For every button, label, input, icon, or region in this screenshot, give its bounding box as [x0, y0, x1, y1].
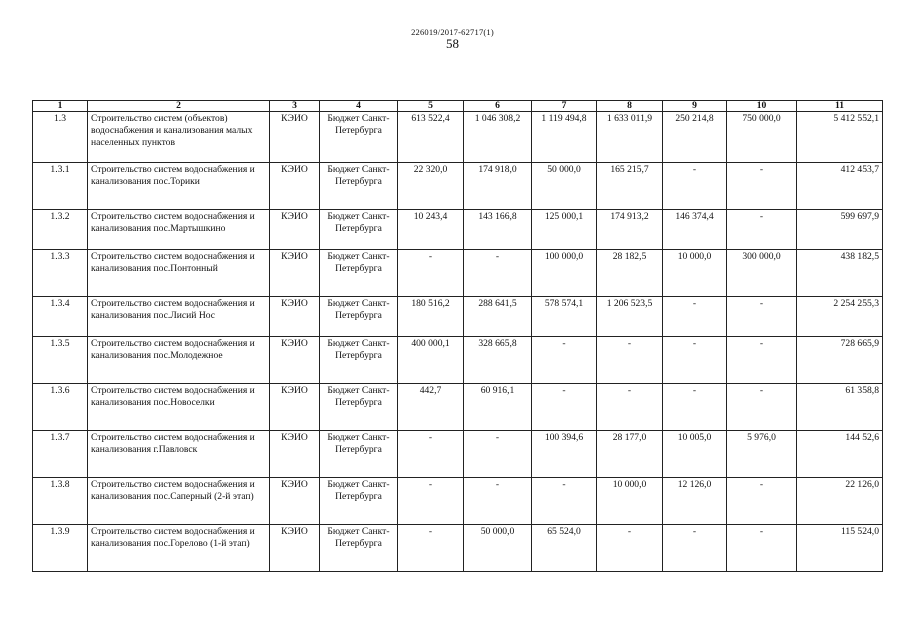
value-cell: 442,7: [398, 384, 464, 431]
table-row: [33, 112, 883, 163]
row-number: 1.3.5: [33, 337, 88, 384]
row-number: 1.3.9: [33, 525, 88, 572]
row-number: 1.3.2: [33, 210, 88, 250]
executor-cell: КЭИО: [270, 431, 320, 478]
value-cell: 65 524,0: [532, 525, 597, 572]
value-cell: 60 916,1: [464, 384, 532, 431]
funding-source: Бюджет Санкт-Петербурга: [320, 163, 398, 210]
value-cell: 146 374,4: [663, 210, 727, 250]
total-cell: 438 182,5: [797, 250, 883, 297]
value-cell: -: [727, 210, 797, 250]
row-number: 1.3: [33, 112, 88, 163]
total-cell: 144 52,6: [797, 431, 883, 478]
funding-source: Бюджет Санкт-Петербурга: [320, 297, 398, 337]
value-cell: -: [597, 337, 663, 384]
funding-source: Бюджет Санкт-Петербурга: [320, 112, 398, 163]
value-cell: 22 320,0: [398, 163, 464, 210]
item-name: Строительство систем водоснабжения и канализования пос.Понтонный: [88, 250, 270, 297]
total-cell: 412 453,7: [797, 163, 883, 210]
value-cell: -: [727, 525, 797, 572]
column-header: 8: [597, 101, 663, 112]
value-cell: -: [532, 478, 597, 525]
table-row: [33, 384, 883, 431]
value-cell: -: [532, 337, 597, 384]
row-number: 1.3.1: [33, 163, 88, 210]
page-number: 58: [446, 36, 459, 51]
executor-cell: КЭИО: [270, 210, 320, 250]
total-cell: 599 697,9: [797, 210, 883, 250]
value-cell: 125 000,1: [532, 210, 597, 250]
row-number: 1.3.7: [33, 431, 88, 478]
document-code: 226019/2017-62717(1): [411, 27, 494, 37]
value-cell: -: [597, 384, 663, 431]
item-name: Строительство систем водоснабжения и канализования пос.Саперный (2-й этап): [88, 478, 270, 525]
funding-source: Бюджет Санкт-Петербурга: [320, 210, 398, 250]
value-cell: 143 166,8: [464, 210, 532, 250]
value-cell: 100 000,0: [532, 250, 597, 297]
column-header: 1: [33, 101, 88, 112]
budget-table: [32, 100, 883, 572]
table-row: [33, 210, 883, 250]
executor-cell: КЭИО: [270, 163, 320, 210]
table-row: [33, 337, 883, 384]
executor-cell: КЭИО: [270, 478, 320, 525]
total-cell: 5 412 552,1: [797, 112, 883, 163]
row-number: 1.3.6: [33, 384, 88, 431]
value-cell: 613 522,4: [398, 112, 464, 163]
executor-cell: КЭИО: [270, 337, 320, 384]
value-cell: -: [464, 250, 532, 297]
funding-source: Бюджет Санкт-Петербурга: [320, 250, 398, 297]
value-cell: 300 000,0: [727, 250, 797, 297]
funding-source: Бюджет Санкт-Петербурга: [320, 384, 398, 431]
value-cell: -: [663, 384, 727, 431]
value-cell: 28 182,5: [597, 250, 663, 297]
value-cell: -: [532, 384, 597, 431]
executor-cell: КЭИО: [270, 525, 320, 572]
table-row: [33, 525, 883, 572]
column-header: 3: [270, 101, 320, 112]
table-row: [33, 163, 883, 210]
value-cell: -: [398, 525, 464, 572]
item-name: Строительство систем (объектов) водоснабжения и канализования малых населенных пунктов: [88, 112, 270, 163]
row-number: 1.3.3: [33, 250, 88, 297]
value-cell: 1 046 308,2: [464, 112, 532, 163]
item-name: Строительство систем водоснабжения и канализования пос.Лисий Нос: [88, 297, 270, 337]
value-cell: -: [727, 384, 797, 431]
item-name: Строительство систем водоснабжения и канализования пос.Торики: [88, 163, 270, 210]
funding-source: Бюджет Санкт-Петербурга: [320, 337, 398, 384]
executor-cell: КЭИО: [270, 112, 320, 163]
item-name: Строительство систем водоснабжения и канализования г.Павловск: [88, 431, 270, 478]
value-cell: -: [398, 478, 464, 525]
value-cell: -: [597, 525, 663, 572]
column-header: 7: [532, 101, 597, 112]
row-number: 1.3.8: [33, 478, 88, 525]
executor-cell: КЭИО: [270, 297, 320, 337]
value-cell: -: [663, 163, 727, 210]
total-cell: 61 358,8: [797, 384, 883, 431]
value-cell: 10 005,0: [663, 431, 727, 478]
executor-cell: КЭИО: [270, 384, 320, 431]
value-cell: 400 000,1: [398, 337, 464, 384]
value-cell: 165 215,7: [597, 163, 663, 210]
value-cell: 100 394,6: [532, 431, 597, 478]
table-row: [33, 478, 883, 525]
column-header: 11: [797, 101, 883, 112]
value-cell: -: [727, 297, 797, 337]
value-cell: 750 000,0: [727, 112, 797, 163]
value-cell: 5 976,0: [727, 431, 797, 478]
value-cell: 328 665,8: [464, 337, 532, 384]
executor-cell: КЭИО: [270, 250, 320, 297]
funding-source: Бюджет Санкт-Петербурга: [320, 525, 398, 572]
item-name: Строительство систем водоснабжения и канализования пос.Горелово (1-й этап): [88, 525, 270, 572]
value-cell: 12 126,0: [663, 478, 727, 525]
table-row: [33, 250, 883, 297]
item-name: Строительство систем водоснабжения и канализования пос.Новоселки: [88, 384, 270, 431]
value-cell: -: [663, 337, 727, 384]
table-row: [33, 431, 883, 478]
value-cell: -: [727, 337, 797, 384]
item-name: Строительство систем водоснабжения и канализования пос.Молодежное: [88, 337, 270, 384]
value-cell: -: [663, 297, 727, 337]
header-row: [33, 101, 883, 112]
column-header: 5: [398, 101, 464, 112]
value-cell: 1 633 011,9: [597, 112, 663, 163]
value-cell: -: [464, 478, 532, 525]
row-number: 1.3.4: [33, 297, 88, 337]
value-cell: 50 000,0: [464, 525, 532, 572]
value-cell: 10 000,0: [597, 478, 663, 525]
value-cell: -: [464, 431, 532, 478]
column-header: 10: [727, 101, 797, 112]
value-cell: 288 641,5: [464, 297, 532, 337]
value-cell: -: [727, 163, 797, 210]
item-name: Строительство систем водоснабжения и канализования пос.Мартышкино: [88, 210, 270, 250]
column-header: 6: [464, 101, 532, 112]
value-cell: 250 214,8: [663, 112, 727, 163]
funding-source: Бюджет Санкт-Петербурга: [320, 478, 398, 525]
value-cell: 50 000,0: [532, 163, 597, 210]
total-cell: 728 665,9: [797, 337, 883, 384]
value-cell: 10 243,4: [398, 210, 464, 250]
total-cell: 22 126,0: [797, 478, 883, 525]
value-cell: -: [663, 525, 727, 572]
column-header: 9: [663, 101, 727, 112]
value-cell: 174 913,2: [597, 210, 663, 250]
column-header: 4: [320, 101, 398, 112]
value-cell: 180 516,2: [398, 297, 464, 337]
value-cell: -: [398, 431, 464, 478]
value-cell: 578 574,1: [532, 297, 597, 337]
column-header: 2: [88, 101, 270, 112]
table-row: [33, 297, 883, 337]
value-cell: 28 177,0: [597, 431, 663, 478]
value-cell: -: [398, 250, 464, 297]
funding-source: Бюджет Санкт-Петербурга: [320, 431, 398, 478]
value-cell: 174 918,0: [464, 163, 532, 210]
total-cell: 115 524,0: [797, 525, 883, 572]
value-cell: 1 119 494,8: [532, 112, 597, 163]
value-cell: 1 206 523,5: [597, 297, 663, 337]
value-cell: -: [727, 478, 797, 525]
value-cell: 10 000,0: [663, 250, 727, 297]
total-cell: 2 254 255,3: [797, 297, 883, 337]
